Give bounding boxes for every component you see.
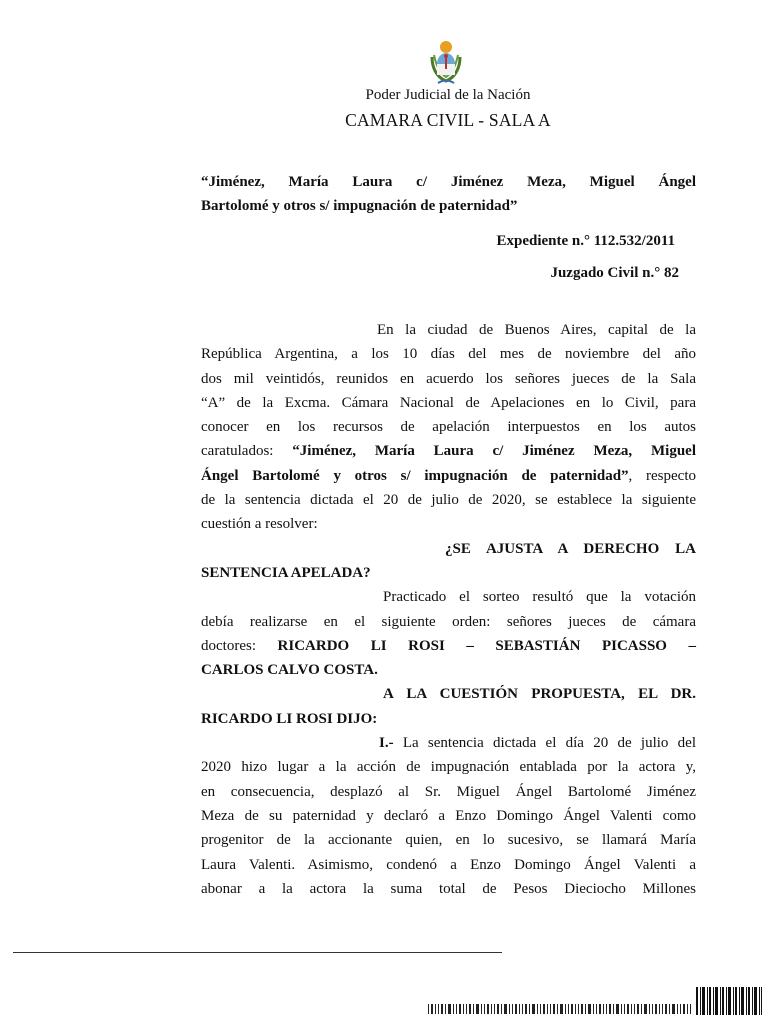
barcode-icon (696, 987, 762, 1015)
barcode-icon (428, 1004, 691, 1014)
body-line: de la sentencia dictada el 20 de julio de 2020, se establece la siguiente (201, 492, 696, 509)
body-line: Meza de su paternidad y declaró a Enzo Domingo Ángel Valenti como (201, 807, 696, 824)
body-line: República Argentina, a los 10 días del mes de noviembre del año (201, 346, 696, 363)
document-body (201, 318, 696, 901)
judges-names: RICARDO LI ROSI – SEBASTIÁN PICASSO – (277, 637, 696, 654)
body-text: La sentencia dictada el día 20 de julio del (393, 735, 696, 752)
vote-heading: A LA CUESTIÓN PROPUESTA, EL DR. (383, 686, 696, 703)
expediente-number: Expediente n.° 112.532/2011 (496, 233, 675, 249)
case-title (201, 170, 696, 219)
court-name: Poder Judicial de la Nación (365, 87, 531, 103)
body-line (201, 439, 696, 463)
body-line (201, 634, 696, 658)
body-text: caratulados: (201, 443, 293, 460)
body-line: debía realizarse en el siguiente orden: señores jueces de cámara (201, 613, 696, 630)
body-line: Practicado el sorteo resultó que la votación (383, 589, 696, 606)
section-number: I.- (379, 735, 394, 752)
body-line: cuestión a resolver: (201, 516, 318, 533)
body-line: En la ciudad de Buenos Aires, capital de la (377, 322, 696, 338)
body-line: “A” de la Excma. Cámara Nacional de Apelaciones en lo Civil, para (201, 394, 696, 411)
body-line: abonar a la actora la suma total de Pesos Dieciocho Millones (201, 880, 696, 897)
body-line (201, 464, 696, 488)
body-line: 2020 hizo lugar a la acción de impugnación entablada por la actora y, (201, 759, 696, 776)
vote-heading: RICARDO LI ROSI DIJO: (201, 710, 378, 727)
footnote-divider (13, 952, 502, 953)
case-title-line: Bartolomé y otros s/ impugnación de paternidad” (201, 198, 518, 215)
body-line: dos mil veintidós, reunidos en acuerdo los señores jueces de la Sala (201, 370, 696, 387)
body-text: doctores: (201, 637, 278, 654)
juzgado-number: Juzgado Civil n.° 82 (550, 265, 679, 281)
body-line: progenitor de la accionante quien, en lo sucesivo, se llamará María (201, 832, 696, 849)
chamber-name: CAMARA CIVIL - SALA A (345, 110, 551, 130)
national-seal-icon (428, 37, 464, 85)
case-title-line: “Jiménez, María Laura c/ Jiménez Meza, Miguel Ángel (201, 174, 696, 190)
body-line (201, 731, 696, 755)
judges-names: CARLOS CALVO COSTA. (201, 662, 378, 679)
case-reference: Ángel Bartolomé y otros s/ impugnación de paternidad” (201, 467, 629, 484)
body-line: Laura Valenti. Asimismo, condenó a Enzo Domingo Ángel Valenti a (201, 856, 696, 873)
body-line: en consecuencia, desplazó al Sr. Miguel Ángel Bartolomé Jiménez (201, 783, 696, 800)
question-heading: SENTENCIA APELADA? (201, 564, 371, 581)
case-reference: “Jiménez, María Laura c/ Jiménez Meza, Miguel (292, 443, 696, 460)
question-heading: ¿SE AJUSTA A DERECHO LA (445, 540, 696, 557)
body-text: , respecto (628, 467, 697, 484)
body-line: conocer en los recursos de apelación interpuestos en los autos (201, 419, 696, 436)
